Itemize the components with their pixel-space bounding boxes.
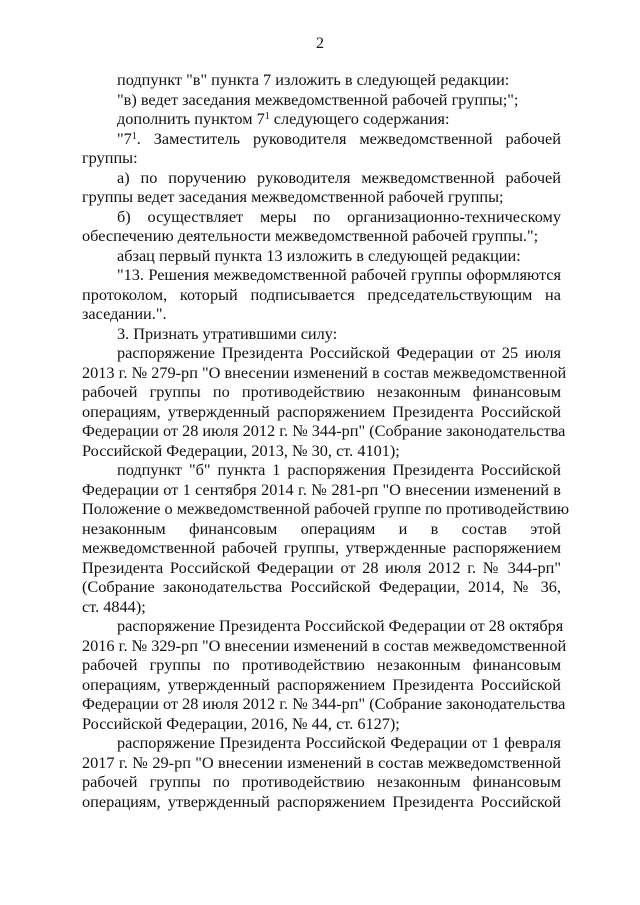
paragraph [82,265,561,324]
text-line: 2016 г. № 329-рп "О внесении изменений в состав межведомственной [82,635,567,655]
superscript: 1 [264,111,270,122]
superscript: 1 [131,130,137,142]
text-line: операциям, утвержденный распоряжением Президента Российской [82,791,561,811]
text-line: 2013 г. № 279-рп "О внесении изменений в состав межведомственной [82,362,567,382]
text-line: (Собрание законодательства Российской Федерации, 2014, № 36, [82,577,561,596]
text-line: Федерации от 28 июля 2012 г. № 344-рп" (Собрание законодательства [82,694,566,713]
text-line: "13. Решения межведомственной рабочей группы оформляются [117,265,561,284]
text-fragment: следующего содержания: [269,109,450,128]
text-line: подпункт "б" пункта 1 распоряжения Президента Российской [117,460,561,479]
text-line: подпункт "в" пункта 7 изложить в следующей редакции: [117,70,510,89]
paragraph [82,129,561,168]
text-line: распоряжение Президента Российской Федерации от 1 февраля [117,733,561,752]
paragraph [82,109,561,129]
paragraph [82,460,569,616]
text-line: рабочей группы по противодействию незаконным финансовым [82,655,561,674]
text-line: рабочей группы по противодействию незаконным финансовым [82,772,561,791]
page-number: 2 [316,35,324,52]
paragraph [82,616,567,733]
text-line: ст. 4844); [82,596,146,616]
text-line: межведомственной рабочей группы, утвержденные распоряжением [82,538,561,557]
text-line: а) по поручению руководителя межведомственной рабочей [117,167,561,187]
text-line: Федерации от 1 сентября 2014 г. № 281-рп "О внесении изменений в [82,479,561,499]
text-fragment: дополнить пунктом 7 [117,109,265,128]
paragraph [82,324,561,344]
paragraph [82,343,567,460]
text-line: б) осуществляет меры по организационно-техническому [117,206,561,226]
text-line: Президента Российской Федерации от 28 июля 2012 г. № 344-рп" [82,557,561,577]
text-line: Российской Федерации, 2016, № 44, ст. 6127); [82,713,400,733]
text-line: рабочей группы по противодействию незаконным финансовым [82,382,561,401]
text-line: Положение о межведомственной рабочей группе по противодействию [82,499,569,518]
text-line: группы: [82,148,138,167]
text-line: Российской Федерации, 2013, № 30, ст. 4101); [82,440,400,460]
text-fragment: "7 [117,128,132,148]
text-line: группы ведет заседания межведомственной рабочей группы; [82,187,504,206]
paragraph [82,70,561,90]
paragraph [82,168,561,207]
text-line: 2017 г. № 29-рп "О внесении изменений в состав межведомственной [82,752,561,772]
text-line: операциям, утвержденный распоряжением Президента Российской [82,674,561,694]
text-line: Федерации от 28 июля 2012 г. № 344-рп" (Собрание законодательства [82,421,566,440]
text-line: протоколом, который подписывается председательствующим на [82,284,561,304]
text-line: заседании.". [82,304,167,323]
document-body [82,70,569,811]
paragraph [82,733,561,811]
text-line: абзац первый пункта 13 изложить в следующей редакции: [117,245,521,265]
text-line: операциям, утвержденный распоряжением Президента Российской [82,401,561,421]
text-line: "в) ведет заседания межведомственной рабочей группы;"; [117,89,519,109]
paragraph [82,207,561,246]
text-line: обеспечению деятельности межведомственной рабочей группы."; [82,226,539,245]
text-line [82,129,561,149]
text-line: распоряжение Президента Российской Федерации от 25 июля [117,343,561,362]
text-line: распоряжение Президента Российской Федерации от 28 октября [117,616,564,635]
text-line: незаконным финансовым операциям и в состав этой [82,518,561,538]
text-line [82,109,561,129]
text-fragment: . Заместитель руководителя межведомственной рабочей [136,128,561,148]
paragraph [82,246,561,266]
text-line: 3. Признать утратившими силу: [117,323,338,343]
paragraph [82,90,561,110]
